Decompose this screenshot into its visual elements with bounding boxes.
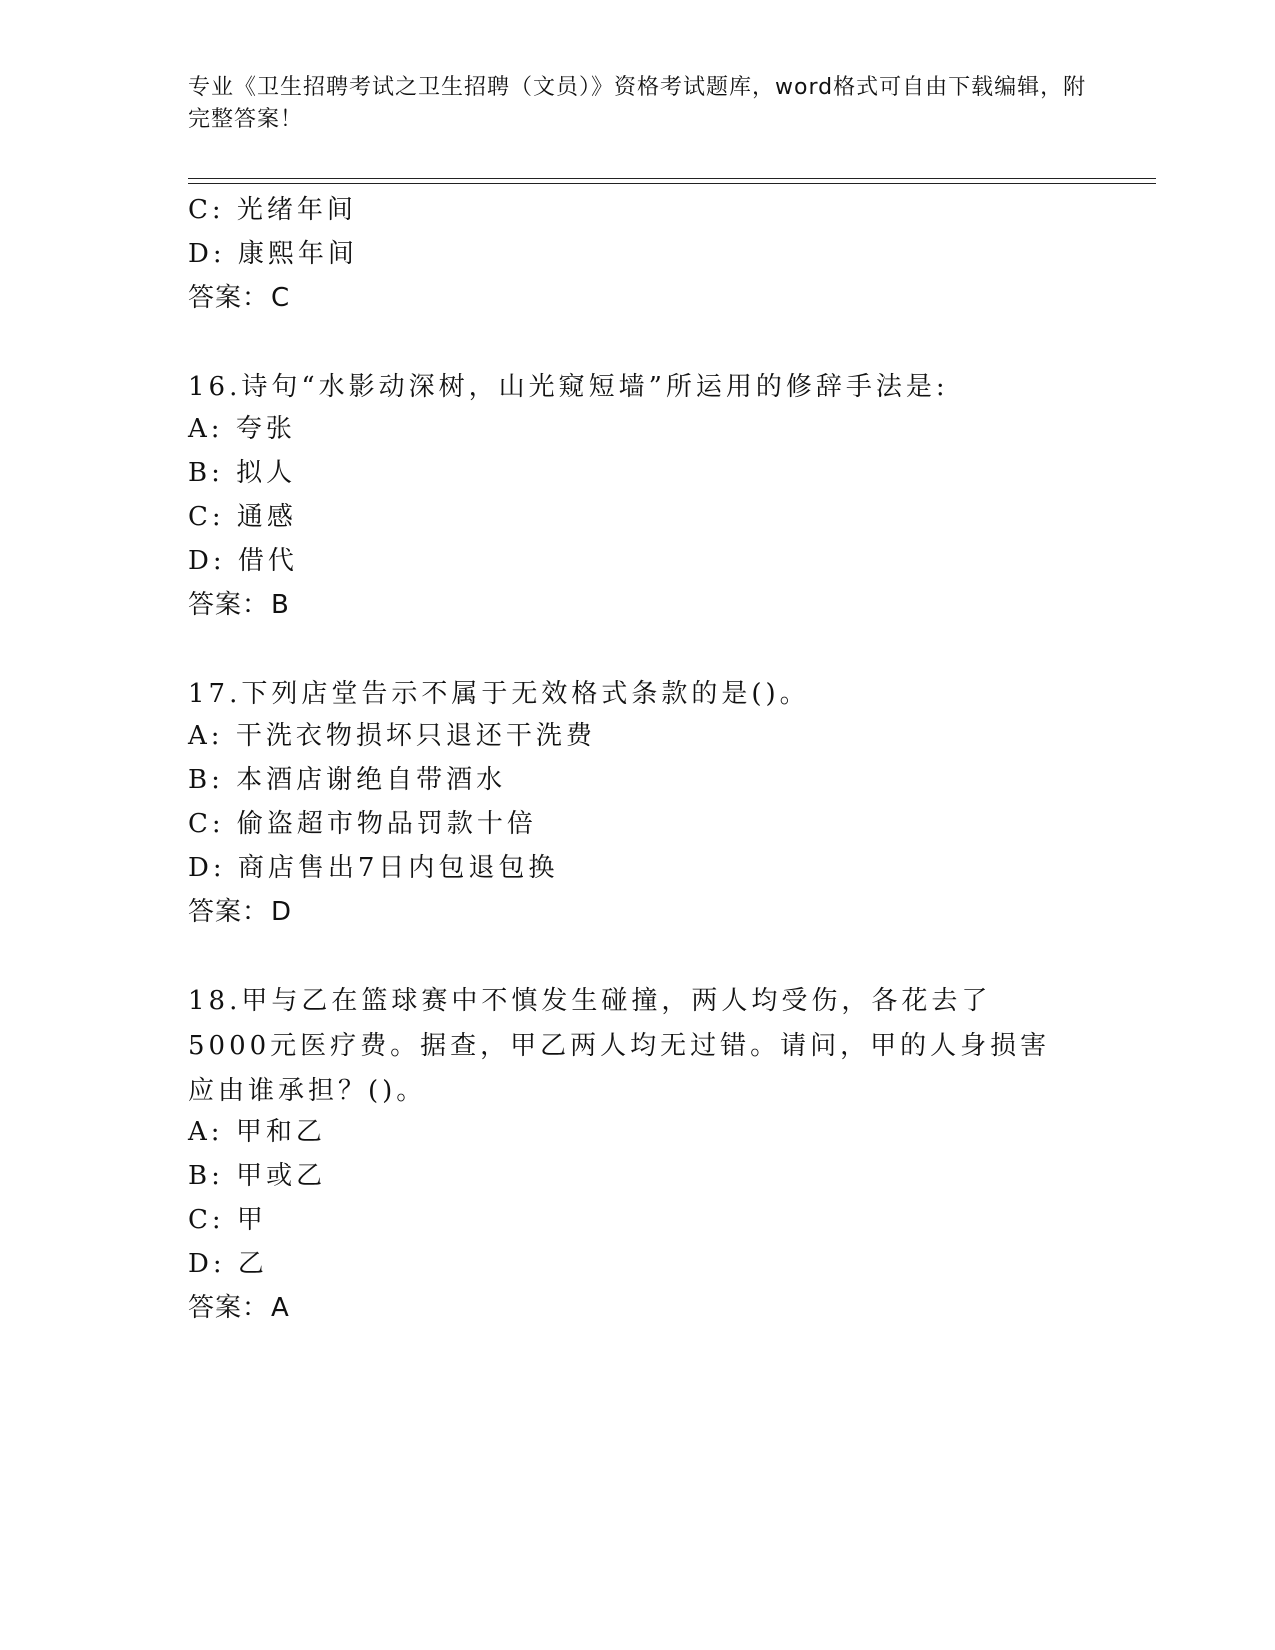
q17-option-b	[188, 763, 506, 797]
answer-value: C	[271, 283, 291, 313]
option-key: D:	[188, 853, 226, 883]
q18-option-d	[188, 1247, 268, 1281]
answer-label: 答案：	[188, 1293, 270, 1323]
answer-value: B	[271, 590, 290, 620]
option-key: A:	[188, 1117, 224, 1147]
q16-option-d	[188, 544, 298, 578]
q17-answer	[188, 895, 292, 929]
q17-option-d	[188, 851, 558, 885]
option-key: D:	[188, 239, 226, 269]
q15-option-c	[188, 193, 357, 227]
option-key: B:	[188, 458, 224, 488]
option-text: 乙	[237, 1249, 268, 1279]
q17-stem: 17.下列店堂告示不属于无效格式条款的是()。	[188, 679, 810, 709]
q18-option-c	[188, 1203, 267, 1237]
answer-value: A	[271, 1293, 290, 1323]
option-key: C:	[188, 195, 225, 225]
option-text: 康熙年间	[237, 239, 358, 269]
option-text: 借代	[237, 546, 298, 576]
q18-stem: 18.甲与乙在篮球赛中不慎发生碰撞，两人均受伤，各花去了5000元医疗费。据查，甲乙两人均无过错。请问，甲的人身损害应由谁承担？()。	[188, 986, 1051, 1106]
q16-answer	[188, 588, 290, 622]
q16-stem: 16.诗句“水影动深树，山光窥短墙”所运用的修辞手法是:	[188, 372, 949, 402]
q15-option-d	[188, 237, 358, 271]
option-text: 甲	[236, 1205, 267, 1235]
option-key: B:	[188, 1161, 224, 1191]
answer-value: D	[271, 897, 293, 927]
q15-answer	[188, 281, 290, 315]
option-text: 甲或乙	[236, 1161, 327, 1191]
answer-label: 答案：	[188, 590, 270, 620]
option-text: 干洗衣物损坏只退还干洗费	[235, 721, 596, 751]
option-text: 夸张	[235, 414, 296, 444]
option-key: A:	[188, 721, 224, 751]
option-text: 通感	[236, 502, 297, 532]
q18-answer	[188, 1291, 290, 1325]
option-text: 拟人	[236, 458, 297, 488]
option-text: 偷盗超市物品罚款十倍	[236, 809, 537, 839]
option-key: C:	[188, 809, 225, 839]
answer-label: 答案：	[188, 283, 270, 313]
q16-option-a	[188, 412, 296, 446]
option-text: 光绪年间	[236, 195, 357, 225]
option-key: C:	[188, 1205, 225, 1235]
header-divider-top	[188, 178, 1156, 179]
q17-option-a	[188, 719, 596, 753]
q18-option-b	[188, 1159, 326, 1193]
header-divider-bottom	[188, 183, 1156, 184]
option-key: D:	[188, 1249, 226, 1279]
option-text: 本酒店谢绝自带酒水	[236, 765, 507, 795]
q18-option-a	[188, 1115, 326, 1149]
option-key: C:	[188, 502, 225, 532]
option-text: 甲和乙	[235, 1117, 326, 1147]
answer-label: 答案：	[188, 897, 270, 927]
q17-option-c	[188, 807, 537, 841]
document-header: 专业《卫生招聘考试之卫生招聘（文员）》资格考试题库，word格式可自由下载编辑，附完整答案！	[188, 75, 1087, 132]
q16-option-c	[188, 500, 297, 534]
option-key: A:	[188, 414, 224, 444]
q16-option-b	[188, 456, 296, 490]
option-key: B:	[188, 765, 224, 795]
option-text: 商店售出7日内包退包换	[237, 853, 559, 883]
option-key: D:	[188, 546, 226, 576]
